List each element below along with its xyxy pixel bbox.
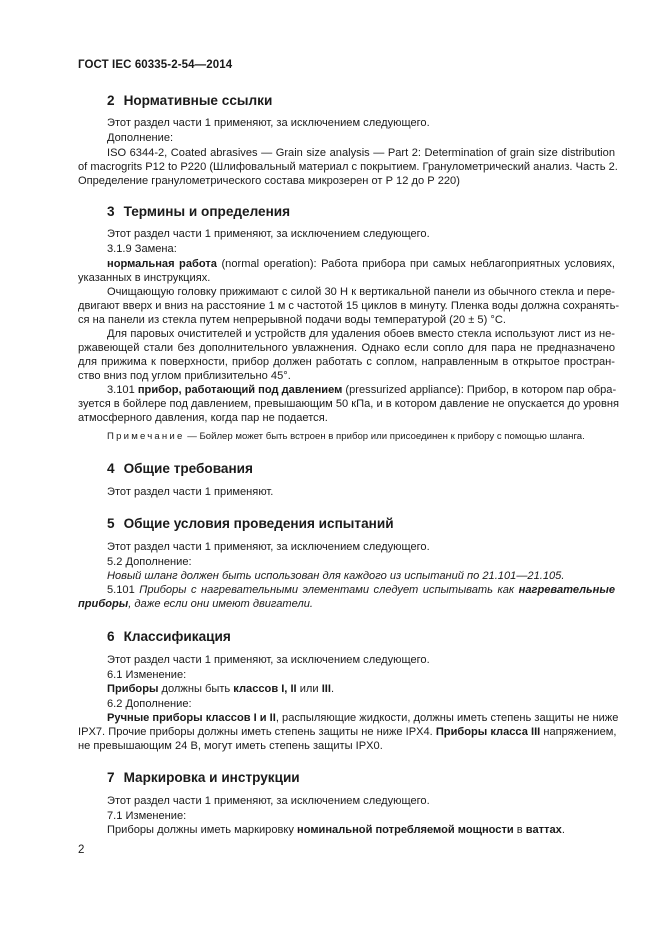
bold-term: Ручные приборы классов I и II [107,712,276,724]
clause-number: 3.101 [107,384,138,396]
paragraph-line: Этот раздел части 1 применяют, за исключением следующего. [107,228,430,240]
bold-term: классов I, II [233,683,297,695]
section-number: 6 [107,629,115,644]
paragraph-line: ство вниз под углом приблизительно 45°. [78,370,291,382]
paragraph-line: для прижима к поверхности, прибор должен работать с соплом, направленным в открытое простран- [78,356,615,368]
text: напряжением, [540,726,617,738]
paragraph-line: of macrogrits P12 to P220 (Шлифовальный материал с покрытием. Гранулометрический анализ. Часть 2. [78,161,618,173]
paragraph-line: Дополнение: [107,132,174,144]
text: Приборы должны иметь маркировку [107,824,297,836]
section-title: Термины и определения [123,204,291,219]
paragraph-line [78,597,313,611]
paragraph-line: 3.1.9 Замена: [107,243,177,255]
section-number: 4 [107,461,115,476]
paragraph-line: Этот раздел части 1 применяют, за исключением следующего. [107,117,430,129]
text: IPX7. Прочие приборы должны иметь степень защиты не ниже IPX4. [78,726,436,738]
paragraph-line [107,682,334,696]
note [107,431,585,442]
section-title: Нормативные ссылки [123,93,273,108]
paragraph-line [107,569,564,583]
paragraph-line: Этот раздел части 1 применяют. [107,486,274,498]
defined-term: прибор, работающий под давлением [137,384,343,396]
bold-term: Приборы [107,683,159,695]
section-number: 3 [107,204,115,219]
italic-text: Новый шланг должен быть использован для каждого из испытаний по 21.101—21.105. [107,570,565,582]
section-title: Общие требования [123,461,253,476]
paragraph-line: Этот раздел части 1 применяют, за исключением следующего. [107,654,430,666]
paragraph-line: 7.1 Изменение: [107,810,187,822]
section-title: Общие условия проведения испытаний [123,516,394,531]
section-7-heading [107,770,300,785]
text: или [296,683,322,695]
paragraph-line: двигают вверх и вниз на расстояние 1 м с частотой 15 циклов в минуту. Пленка воды должна сохранять- [78,300,620,312]
paragraph-line: 5.2 Дополнение: [107,556,192,568]
section-title: Маркировка и инструкции [123,770,300,785]
paragraph-line: не превышающим 24 В, могут иметь степень защиты IPX0. [78,740,383,752]
paragraph-line [78,725,615,739]
definition-text: (normal operation): Работа прибора при самых неблагоприятных условиях, [216,258,615,270]
paragraph-line: 6.1 Изменение: [107,669,187,681]
clause-number: 5.101 [107,584,140,596]
definition-line [107,383,615,397]
bold-italic-term: приборы [78,598,129,610]
text: , распыляющие жидкости, должны иметь степень защиты не ниже [275,712,619,724]
paragraph-line [107,711,619,725]
text: в [513,824,526,836]
paragraph-line: Для паровых очистителей и устройств для удаления обоев вместо стекла используют лист из не- [107,328,615,340]
paragraph-line: атмосферного давления, когда пар не подается. [78,412,328,424]
paragraph-line: ся на панели из стекла путем непрерывной подачи воды температурой (20 ± 5) °С. [78,314,506,326]
section-number: 5 [107,516,115,531]
definition-line [107,257,615,271]
paragraph-line: Этот раздел части 1 применяют, за исключением следующего. [107,795,430,807]
note-label: Примечание [107,431,185,442]
paragraph-line: Определение гранулометрического состава микрозерен от Р 12 до Р 220) [78,175,460,187]
paragraph-line: 6.2 Дополнение: [107,698,192,710]
page-number: 2 [78,844,85,856]
bold-term: ваттах [525,824,562,836]
paragraph-line [107,823,565,837]
paragraph-line: ISO 6344-2, Coated abrasives — Grain size analysis — Part 2: Determination of grain size distribution [107,147,615,159]
section-title: Классификация [123,629,231,644]
section-3-heading [107,204,290,219]
paragraph-line: Этот раздел части 1 применяют, за исключением следующего. [107,541,430,553]
bold-term: III [321,683,331,695]
section-6-heading [107,629,231,644]
text: . [330,683,335,695]
italic-text: , даже если они имеют двигатели. [128,598,313,610]
paragraph-line [107,583,615,597]
bold-term: номинальной потребляемой мощности [297,824,514,836]
note-text: — Бойлер может быть встроен в прибор или присоединен к прибору с помощью шланга. [184,431,585,442]
section-number: 2 [107,93,115,108]
bold-italic-term: нагревательные [518,584,615,596]
defined-term: нормальная работа [107,258,217,270]
paragraph-line: ржавеющей стали без дополнительного увлажнения. Однако если сопло для пара не предназначено [78,342,615,354]
section-5-heading [107,516,394,531]
bold-term: Приборы класса III [435,726,541,738]
section-4-heading [107,461,253,476]
definition-text: (pressurized appliance): Прибор, в котором пар обра- [342,384,617,396]
text: . [561,824,565,836]
section-number: 7 [107,770,115,785]
paragraph-line: зуется в бойлере под давлением, превышающим 50 кПа, и в котором давление не опускается до уровня [78,398,619,410]
paragraph-line: Очищающую головку прижимают с силой 30 Н к вертикальной панели из обычного стекла и пере- [107,286,615,298]
document-header: ГОСТ IEC 60335-2-54—2014 [78,59,233,71]
text: должны быть [158,683,234,695]
italic-text: Приборы с нагревательными элементами следует испытывать как [139,584,519,596]
section-2-heading [107,93,272,108]
paragraph-line: указанных в инструкциях. [78,272,211,284]
